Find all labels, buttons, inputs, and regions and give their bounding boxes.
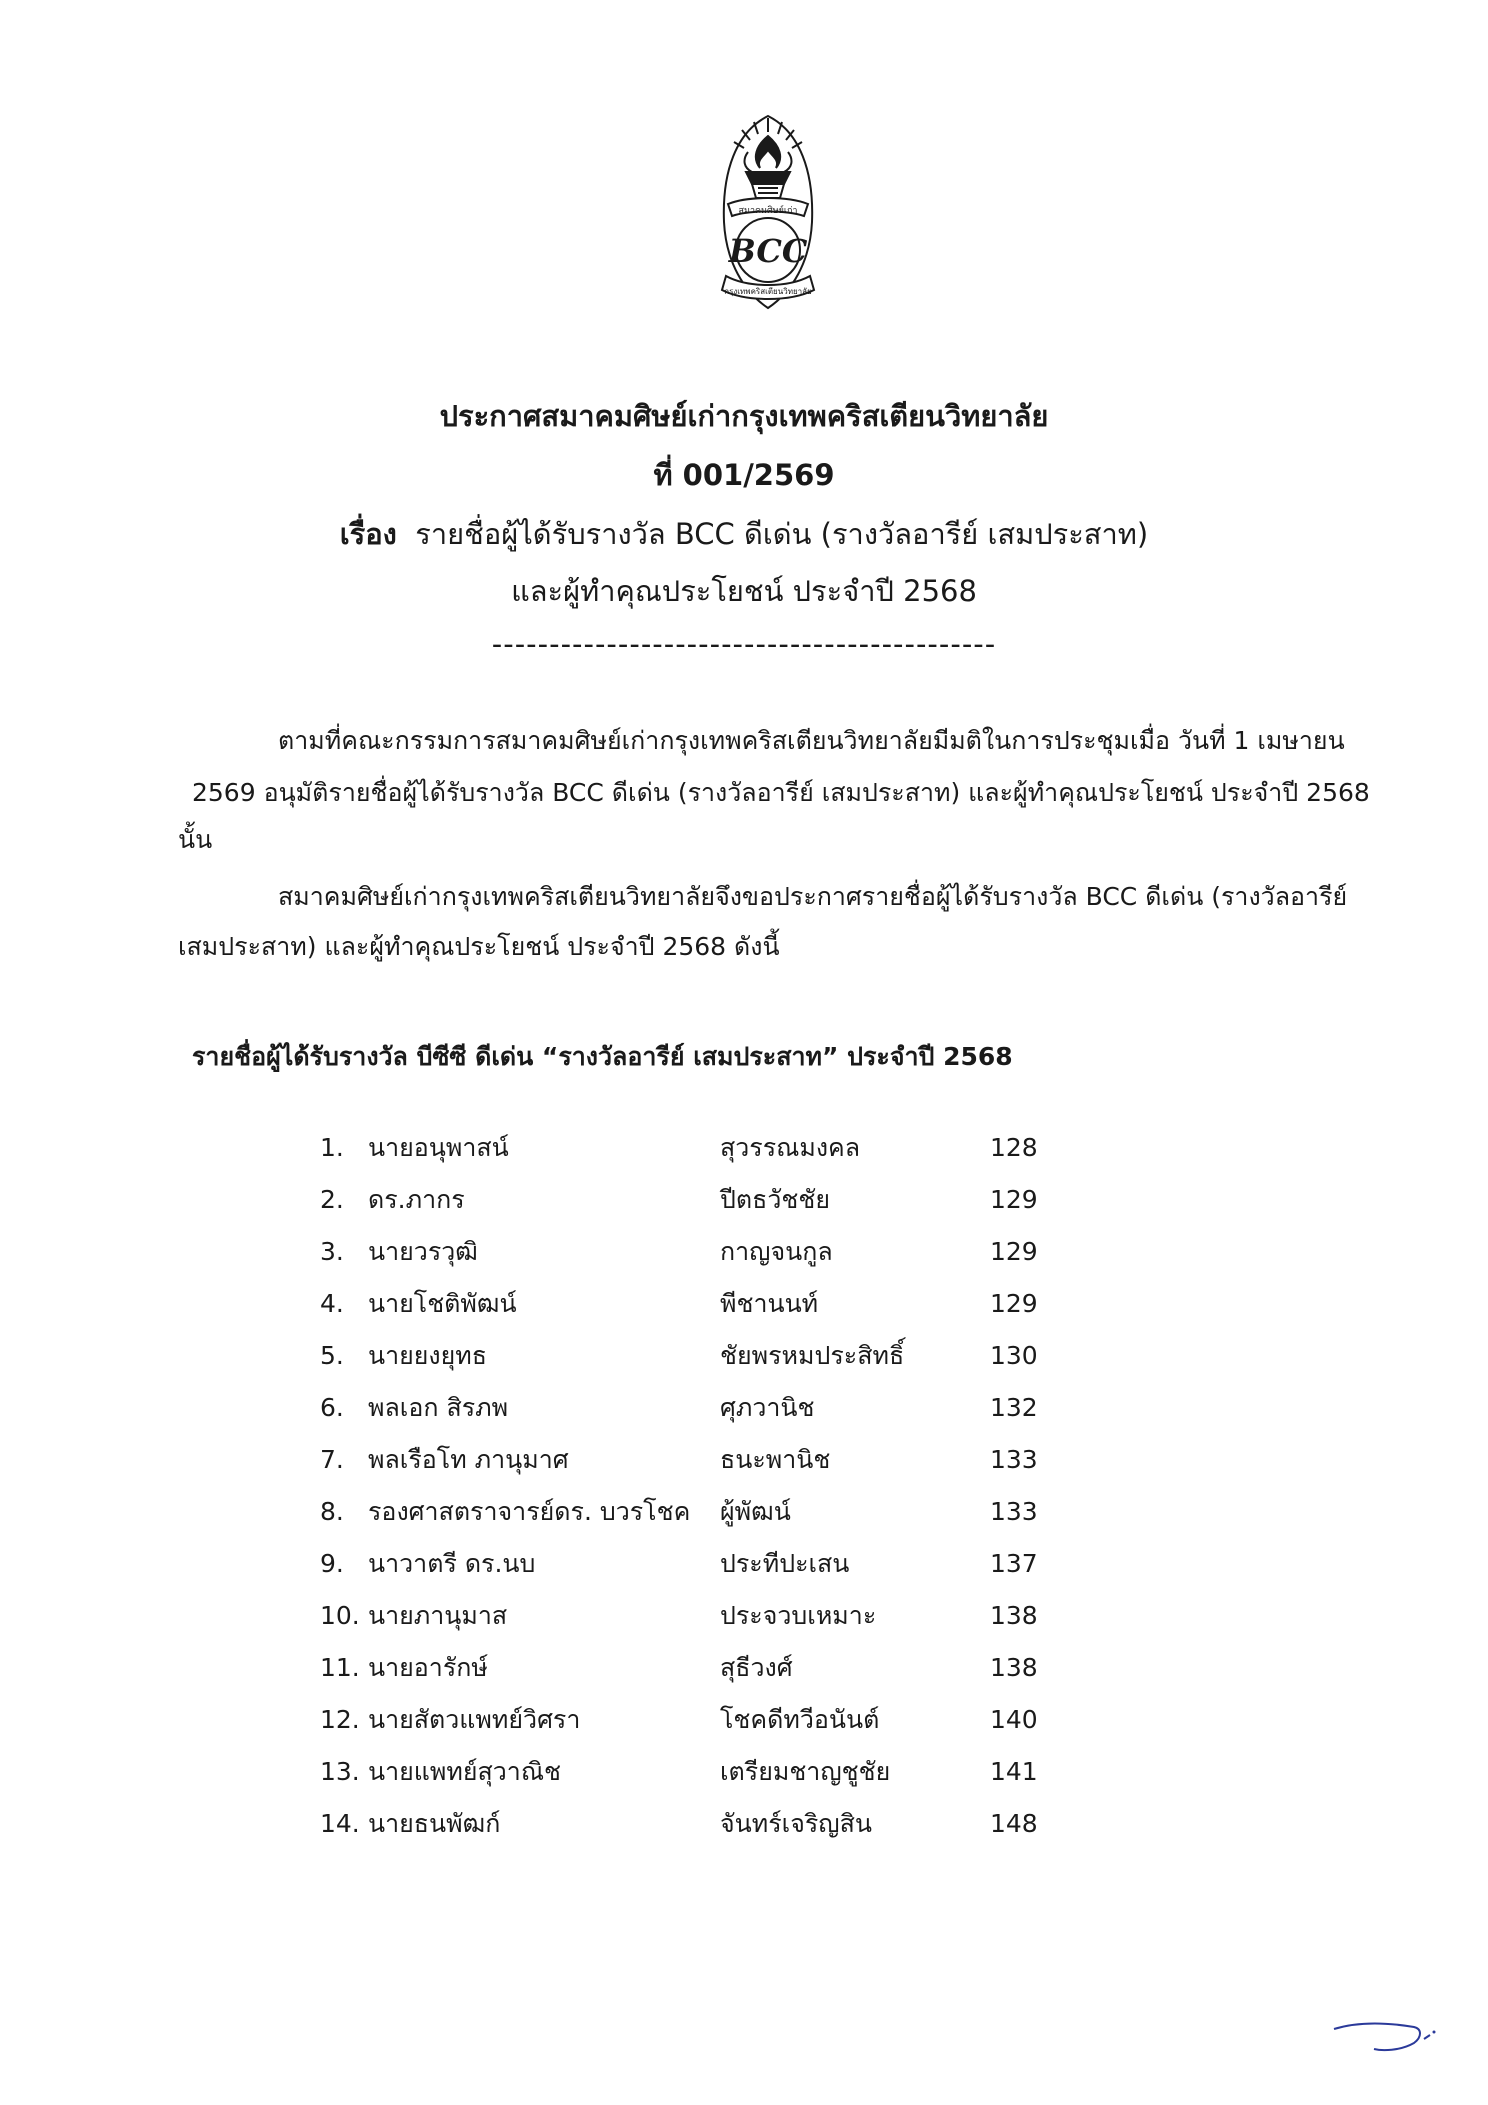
list-item — [320, 1278, 1080, 1330]
list-item — [320, 1798, 1080, 1850]
list-item — [320, 1382, 1080, 1434]
announcement-number: ที่ 001/2569 — [653, 458, 835, 492]
bcc-alumni-emblem-icon — [708, 112, 828, 312]
winner-first-name: นายยงยุทธ — [368, 1341, 488, 1370]
winner-first-name: นาวาตรี ดร.นบ — [368, 1549, 536, 1578]
paragraph-2-line-2: เสมประสาท) และผู้ทำคุณประโยชน์ ประจำปี 2568 ดังนี้ — [178, 932, 780, 961]
list-item — [320, 1226, 1080, 1278]
winner-last-name: ประทีปะเสน — [720, 1549, 850, 1578]
winner-class-number: 137 — [990, 1549, 1038, 1578]
emblem-monogram: BCC — [728, 232, 808, 270]
winner-first-name: นายอนุพาสน์ — [368, 1133, 509, 1162]
winner-first-name: นายโชติพัฒน์ — [368, 1289, 517, 1318]
winner-number: 10. — [320, 1601, 360, 1630]
winner-first-name: นายภานุมาส — [368, 1601, 508, 1630]
winner-class-number: 138 — [990, 1601, 1038, 1630]
winner-last-name: ประจวบเหมาะ — [720, 1601, 877, 1630]
winner-class-number: 128 — [990, 1133, 1038, 1162]
initials-signature-icon — [1330, 2015, 1440, 2060]
winner-number: 11. — [320, 1653, 360, 1682]
winner-number: 7. — [320, 1445, 344, 1474]
header-divider: -------------------------------------------- — [491, 627, 997, 661]
winner-class-number: 141 — [990, 1757, 1038, 1786]
winner-first-name: ดร.ภากร — [368, 1185, 465, 1214]
winner-first-name: พลเรือโท ภานุมาศ — [368, 1445, 569, 1474]
winner-last-name: ชัยพรหมประสิทธิ์ — [720, 1341, 905, 1370]
paragraph-1-line-3: นั้น — [178, 825, 213, 854]
list-item — [320, 1694, 1080, 1746]
list-item — [320, 1590, 1080, 1642]
winner-first-name: นายวรวุฒิ — [368, 1237, 478, 1266]
announcement-title: ประกาศสมาคมศิษย์เก่ากรุงเทพคริสเตียนวิทยาลัย — [439, 399, 1049, 433]
winner-class-number: 132 — [990, 1393, 1038, 1422]
winner-class-number: 138 — [990, 1653, 1038, 1682]
paragraph-1-line-1: ตามที่คณะกรรมการสมาคมศิษย์เก่ากรุงเทพคริสเตียนวิทยาลัยมีมติในการประชุมเมื่อ วันที่ 1 เมษายน — [278, 726, 1345, 755]
winner-last-name: เตรียมชาญชูชัย — [720, 1757, 891, 1786]
winner-number: 8. — [320, 1497, 344, 1526]
winner-last-name: ผู้พัฒน์ — [720, 1497, 791, 1526]
list-item — [320, 1122, 1080, 1174]
winner-last-name: สุวรรณมงคล — [720, 1133, 861, 1162]
winner-number: 13. — [320, 1757, 360, 1786]
subject-label: เรื่อง — [339, 517, 397, 551]
subject-text: รายชื่อผู้ได้รับรางวัล BCC ดีเด่น (รางวัลอารีย์ เสมประสาท) — [415, 517, 1149, 551]
winner-number: 5. — [320, 1341, 344, 1370]
winner-last-name: พีชานนท์ — [720, 1289, 819, 1318]
list-item — [320, 1486, 1080, 1538]
winner-number: 12. — [320, 1705, 360, 1734]
winners-list — [320, 1122, 1080, 1850]
winner-class-number: 129 — [990, 1237, 1038, 1266]
emblem-top-text: สมาคมศิษย์เก่า — [738, 206, 798, 216]
subject-line — [0, 514, 1488, 554]
list-item — [320, 1746, 1080, 1798]
list-item — [320, 1642, 1080, 1694]
list-item — [320, 1538, 1080, 1590]
winners-list-title: รายชื่อผู้ได้รับรางวัล บีซีซี ดีเด่น “รางวัลอารีย์ เสมประสาท” ประจำปี 2568 — [192, 1042, 1013, 1071]
subject-line-2: และผู้ทำคุณประโยชน์ ประจำปี 2568 — [511, 574, 977, 608]
winner-last-name: ปีตธวัชชัย — [720, 1185, 830, 1214]
list-item — [320, 1174, 1080, 1226]
winner-class-number: 129 — [990, 1185, 1038, 1214]
winner-number: 3. — [320, 1237, 344, 1266]
winner-last-name: โชคดีทวีอนันต์ — [720, 1705, 880, 1734]
winner-class-number: 133 — [990, 1497, 1038, 1526]
paragraph-2-line-1: สมาคมศิษย์เก่ากรุงเทพคริสเตียนวิทยาลัยจึงขอประกาศรายชื่อผู้ได้รับรางวัล BCC ดีเด่น (รางวัลอารีย์ — [278, 882, 1348, 911]
winner-number: 6. — [320, 1393, 344, 1422]
winner-class-number: 148 — [990, 1809, 1038, 1838]
winner-number: 9. — [320, 1549, 344, 1578]
winner-class-number: 133 — [990, 1445, 1038, 1474]
winner-last-name: สุธีวงศ์ — [720, 1653, 793, 1682]
list-item — [320, 1434, 1080, 1486]
list-item — [320, 1330, 1080, 1382]
winner-first-name: นายแพทย์สุวาณิช — [368, 1757, 561, 1786]
winner-last-name: กาญจนกูล — [720, 1237, 833, 1266]
winner-class-number: 130 — [990, 1341, 1038, 1370]
winner-first-name: นายสัตวแพทย์วิศรา — [368, 1705, 581, 1734]
winner-class-number: 140 — [990, 1705, 1038, 1734]
winner-last-name: ธนะพานิช — [720, 1445, 831, 1474]
winner-number: 2. — [320, 1185, 344, 1214]
winner-first-name: นายธนพัฒก์ — [368, 1809, 501, 1838]
winner-number: 14. — [320, 1809, 360, 1838]
winner-last-name: จันทร์เจริญสิน — [720, 1809, 872, 1838]
emblem-bottom-text: กรุงเทพคริสเตียนวิทยาลัย — [724, 287, 812, 296]
winner-number: 1. — [320, 1133, 344, 1162]
winner-class-number: 129 — [990, 1289, 1038, 1318]
winner-last-name: ศุภวานิช — [720, 1393, 815, 1422]
winner-first-name: รองศาสตราจารย์ดร. บวรโชค — [368, 1497, 691, 1526]
winner-first-name: พลเอก สิรภพ — [368, 1393, 509, 1422]
winner-first-name: นายอารักษ์ — [368, 1653, 488, 1682]
paragraph-1-line-2: 2569 อนุมัติรายชื่อผู้ได้รับรางวัล BCC ดีเด่น (รางวัลอารีย์ เสมประสาท) และผู้ทำคุณประโยชน์ ประจำปี 2568 — [192, 778, 1370, 807]
winner-number: 4. — [320, 1289, 344, 1318]
